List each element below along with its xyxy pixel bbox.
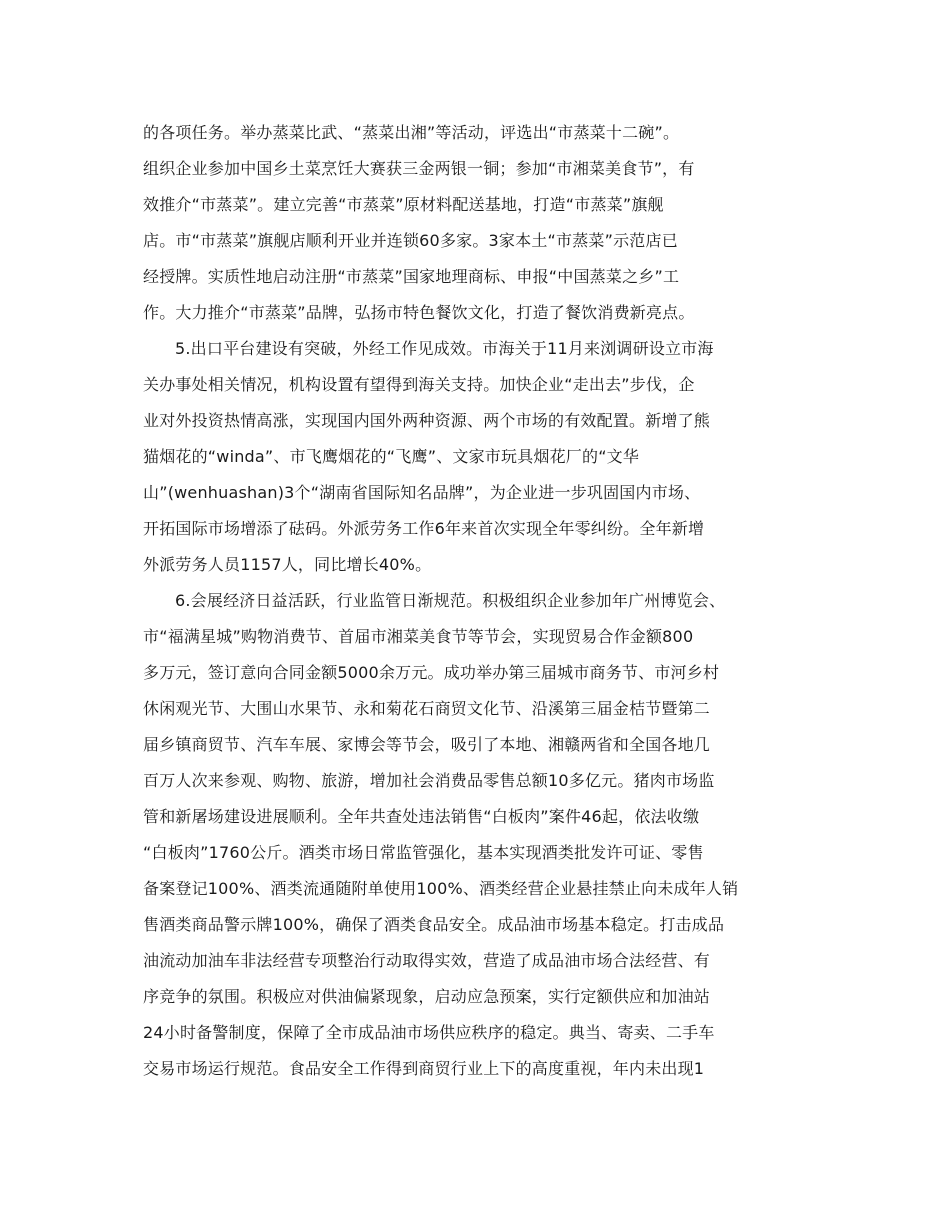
text-line-25: 序竞争的氛围。积极应对供油偏紧现象，启动应急预案，实行定额供应和加油站	[143, 987, 711, 1006]
text-line-18: 届乡镇商贸节、汽车车展、家博会等节会，吸引了本地、湘赣两省和全国各地几	[143, 735, 711, 754]
text-line-19: 百万人次来参观、购物、旅游，增加社会消费品零售总额10多亿元。猪肉市场监	[143, 771, 715, 790]
text-line-20: 管和新屠场建设进展顺利。全年共查处违法销售“白板肉”案件46起，依法收缴	[143, 807, 700, 826]
paragraph-5-start: 5.出口平台建设有突破，外经工作见成效。市海关于11月来浏调研设立市海	[175, 339, 714, 358]
text-line-11: 山”(wenhuashan)3个“湖南省国际知名品牌”，为企业进一步巩固国内市场、	[143, 483, 701, 502]
text-line-26: 24小时备警制度，保障了全市成品油市场供应秩序的稳定。典当、寄卖、二手车	[143, 1023, 715, 1042]
text-line-2: 组织企业参加中国乡土菜烹饪大赛获三金两银一铜；参加“市湘菜美食节”，有	[143, 159, 695, 178]
text-line-8: 关办事处相关情况，机构设置有望得到海关支持。加快企业“走出去”步伐，企	[143, 375, 695, 394]
text-line-27: 交易市场运行规范。食品安全工作得到商贸行业上下的高度重视，年内未出现1	[143, 1059, 705, 1078]
paragraph-6-start: 6.会展经济日益活跃，行业监管日渐规范。积极组织企业参加年广州博览会、	[175, 591, 726, 610]
text-line-1: 的各项任务。举办蒸菜比武、“蒸菜出湘”等活动，评选出“市蒸菜十二碗”。	[143, 123, 680, 142]
text-line-9: 业对外投资热情高涨，实现国内国外两种资源、两个市场的有效配置。新增了熊	[143, 411, 711, 430]
text-line-12: 开拓国际市场增添了砝码。外派劳务工作6年来首次实现全年零纠纷。全年新增	[143, 519, 705, 538]
text-line-5: 经授牌。实质性地启动注册“市蒸菜”国家地理商标、申报“中国蒸菜之乡”工	[143, 267, 680, 286]
text-line-16: 多万元，签订意向合同金额5000余万元。成功举办第三届城市商务节、市河乡村	[143, 663, 720, 682]
text-line-23: 售酒类商品警示牌100%，确保了酒类食品安全。成品油市场基本稳定。打击成品	[143, 915, 725, 934]
document-body	[143, 115, 815, 1087]
text-line-17: 休闲观光节、大围山水果节、永和菊花石商贸文化节、沿溪第三届金桔节暨第二	[143, 699, 711, 718]
text-line-22: 备案登记100%、酒类流通随附单使用100%、酒类经营企业悬挂禁止向未成年人销	[143, 879, 739, 898]
text-line-10: 猫烟花的“winda”、市飞鹰烟花的“飞鹰”、文家市玩具烟花厂的“文华	[143, 447, 640, 466]
text-line-13: 外派劳务人员1157人，同比增长40%。	[143, 555, 432, 574]
text-line-15: 市“福满星城”购物消费节、首届市湘菜美食节等节会，实现贸易合作金额800	[143, 627, 694, 646]
text-line-3: 效推介“市蒸菜”。建立完善“市蒸菜”原材料配送基地，打造“市蒸菜”旗舰	[143, 195, 664, 214]
text-line-24: 油流动加油车非法经营专项整治行动取得实效，营造了成品油市场合法经营、有	[143, 951, 711, 970]
text-line-21: “白板肉”1760公斤。酒类市场日常监管强化，基本实现酒类批发许可证、零售	[143, 843, 704, 862]
text-line-6: 作。大力推介“市蒸菜”品牌，弘扬市特色餐饮文化，打造了餐饮消费新亮点。	[143, 303, 695, 322]
text-line-4: 店。市“市蒸菜”旗舰店顺利开业并连锁60多家。3家本土“市蒸菜”示范店已	[143, 231, 678, 250]
